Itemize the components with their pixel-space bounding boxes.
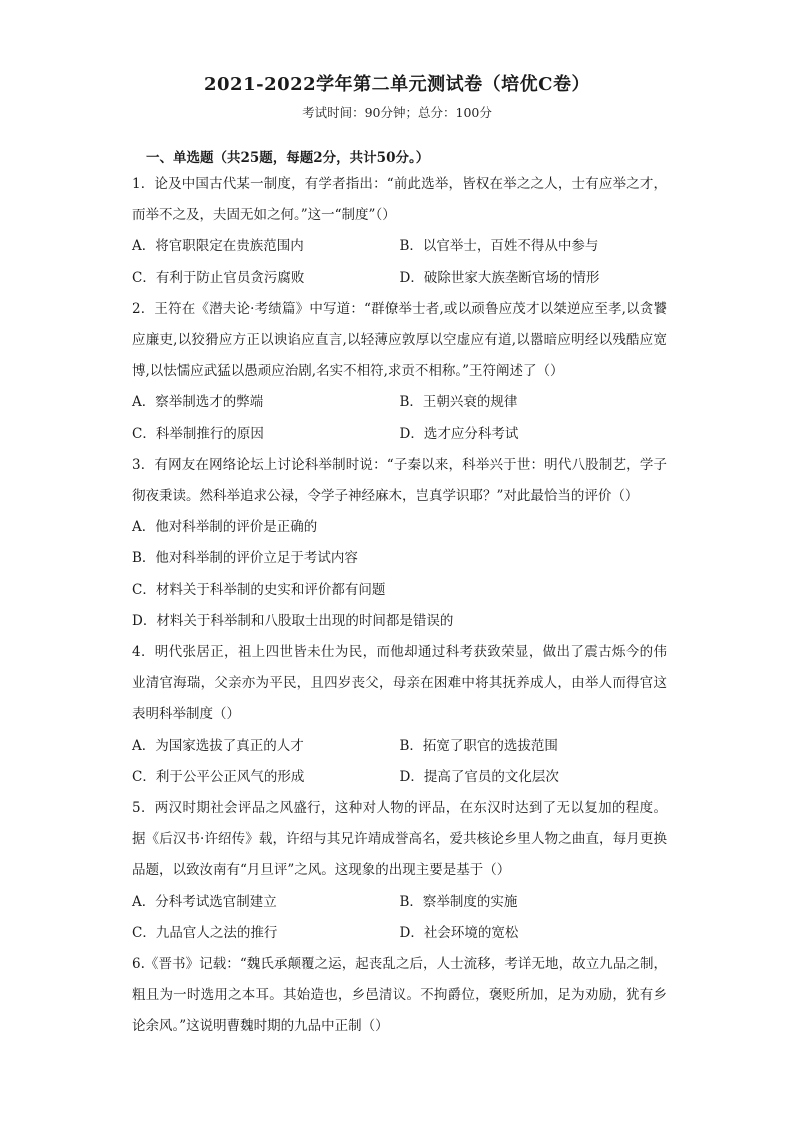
option-d: D．选才应分科考试 [399, 425, 519, 442]
question-list [132, 169, 667, 1043]
option-d: D．破除世家大族垄断官场的情形 [399, 269, 600, 286]
option-b: B．察举制度的实施 [399, 893, 518, 910]
option-a: A．他对科举制的评价是正确的 [132, 519, 318, 536]
option-c: C．科举制推行的原因 [132, 425, 264, 442]
option-row [132, 762, 667, 793]
option-c: C．九品官人之法的推行 [132, 924, 278, 941]
question-stem: 3．有网友在网络论坛上讨论科举制时说：“子秦以来，科举兴于世：明代八股制艺，学子彻夜秉读。然科举追求公禄，令学子神经麻木，岂真学识耶？”对此最恰当的评价（） [132, 456, 667, 504]
option-row [132, 263, 667, 294]
question-stem: 5．两汉时期社会评品之风盛行，这种对人物的评品，在东汉时达到了无以复加的程度。据《后汉书·许绍传》载，许绍与其兄许靖成誉高名，爱共核论乡里人物之曲直，每月更换品题，以致汝南有“月旦评”之风。这现象的出现主要是基于（） [132, 799, 667, 879]
question-stem: 4．明代张居正，祖上四世皆未仕为民，而他却通过科考获致荣显，做出了震古烁今的伟业清官海瑞，父亲亦为平民，且四岁丧父，母亲在困难中将其抚养成人，由举人而得官这表明科举制度（） [132, 643, 667, 723]
question-stem: 1．论及中国古代某一制度，有学者指出：“前此选举，皆权在举之之人，士有应举之才，而举不之及，夫固无如之何。”这一“制度”（） [132, 176, 667, 224]
question-stem: 6.《晋书》记载：“魏氏承颠覆之运，起丧乱之后，人士流移，考详无地，故立九品之制，粗且为一时选用之本耳。其始造也，乡邑清议。不拘爵位，褒贬所加，足为劝励，犹有乡论余风。”这说明曹魏时期的九品中正制（） [132, 955, 667, 1035]
question-stem: 2．王符在《潜夫论·考绩篇》中写道：“群僚举士者,或以顽鲁应茂才以桀逆应至孝,以贪饕应廉吏,以狡猾应方正以谀谄应直言,以轻薄应敦厚以空虚应有道,以嚣暗应明经以残酷应宽博,以怯懦应武猛以愚顽应治剧,名实不相符,求贡不相称。”王符阐述了（） [132, 300, 667, 380]
option-a: A．察举制选才的弊端 [132, 394, 264, 411]
option-b: B．王朝兴衰的规律 [399, 394, 518, 411]
option-d: D．社会环境的宽松 [399, 924, 519, 941]
option-b: B．拓宽了职官的选拔范围 [399, 737, 558, 754]
option-c: C．材料关于科举制的史实和评价都有问题 [132, 581, 386, 598]
option-a: A．分科考试选官制建立 [132, 893, 277, 910]
option-b: B．以官举士，百姓不得从中参与 [399, 238, 599, 255]
section-heading: 一、单选题（共25题，每题2分，共计50分。） [146, 150, 430, 166]
option-c: C．利于公平公正风气的形成 [132, 768, 305, 785]
option-row [132, 387, 667, 418]
option-a: A．为国家选拔了真正的人才 [132, 737, 304, 754]
option-d: D．材料关于科举制和八股取士出现的时间都是错误的 [132, 612, 454, 629]
option-d: D．提高了官员的文化层次 [399, 768, 559, 785]
option-row [132, 918, 667, 949]
option-row [132, 731, 667, 762]
option-row [132, 887, 667, 918]
option-b: B．他对科举制的评价立足于考试内容 [132, 550, 358, 567]
exam-subtitle: 考试时间：90分钟；总分：100分 [302, 105, 492, 120]
option-a: A．将官职限定在贵族范围内 [132, 238, 304, 255]
option-row [132, 231, 667, 262]
option-c: C．有利于防止官员贪污腐败 [132, 269, 305, 286]
option-row [132, 419, 667, 450]
exam-title: 2021-2022学年第二单元测试卷（培优C卷） [204, 74, 590, 95]
